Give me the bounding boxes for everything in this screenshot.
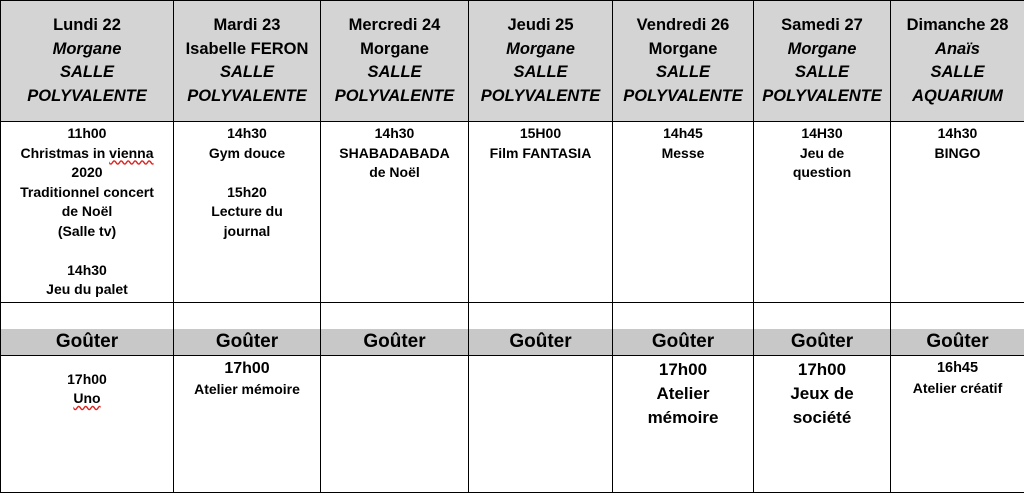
- activity-text: Atelier mémoire: [174, 380, 320, 399]
- activity-time: 17h00: [1, 370, 173, 389]
- activity-cell-monday: [1, 122, 174, 303]
- room-name: POLYVALENTE: [174, 85, 320, 109]
- gouter-label: Goûter: [891, 329, 1024, 356]
- room-label: SALLE: [613, 61, 753, 85]
- animator-name: Morgane: [1, 38, 173, 62]
- activity-cell-wednesday: [321, 122, 469, 303]
- room-name: POLYVALENTE: [469, 85, 612, 109]
- activity-cell-sunday: [891, 122, 1024, 303]
- activity-cell-tuesday: [174, 122, 321, 303]
- activity-text: Christmas in: [20, 145, 109, 161]
- activity-text: de Noël: [1, 202, 173, 222]
- header-row: [1, 1, 1024, 122]
- activity-text: Uno: [73, 390, 100, 406]
- animator-name: Morgane: [613, 38, 753, 62]
- activity-time: 14h30: [891, 124, 1024, 144]
- activity-cell-tuesday: [174, 356, 321, 493]
- activity-cell-monday: [1, 356, 174, 493]
- activity-time: 14h30: [174, 124, 320, 144]
- header-tuesday: [174, 1, 321, 122]
- activity-time: 17h00: [174, 358, 320, 380]
- animator-name: Anaïs: [891, 38, 1024, 62]
- room-name: POLYVALENTE: [1, 85, 173, 109]
- activity-cell-thursday: [469, 356, 613, 493]
- activity-text: question: [754, 163, 890, 183]
- day-label: Jeudi 25: [469, 14, 612, 38]
- room-name: POLYVALENTE: [321, 85, 468, 109]
- activity-text: Traditionnel concert: [1, 183, 173, 203]
- activity-time: 14H30: [754, 124, 890, 144]
- gouter-row: [1, 329, 1024, 356]
- activity-time: 14h30: [321, 124, 468, 144]
- animator-name: Morgane: [469, 38, 612, 62]
- header-monday: [1, 1, 174, 122]
- day-label: Vendredi 26: [613, 14, 753, 38]
- activity-text: Atelier créatif: [891, 379, 1024, 398]
- activity-title: [1, 144, 173, 164]
- activity-text: mémoire: [613, 406, 753, 430]
- activity-time: 15h20: [174, 183, 320, 203]
- activity-location: (Salle tv): [1, 222, 173, 242]
- day-label: Mercredi 24: [321, 14, 468, 38]
- activity-text: Messe: [613, 144, 753, 164]
- activity-text: Atelier: [613, 382, 753, 406]
- activity-text: journal: [174, 222, 320, 242]
- activity-time: 17h00: [613, 358, 753, 382]
- header-wednesday: [321, 1, 469, 122]
- activity-text: Jeu du palet: [1, 280, 173, 300]
- activity-cell-saturday: [754, 356, 891, 493]
- activity-cell-sunday: [891, 356, 1024, 493]
- room-name: POLYVALENTE: [754, 85, 890, 109]
- activity-time: 17h00: [754, 358, 890, 382]
- room-label: SALLE: [469, 61, 612, 85]
- header-sunday: [891, 1, 1024, 122]
- spacer-row: [1, 303, 1024, 330]
- spellcheck-word: vienna: [109, 145, 153, 161]
- activity-cell-saturday: [754, 122, 891, 303]
- early-afternoon-row: [1, 122, 1024, 303]
- day-label: Dimanche 28: [891, 14, 1024, 38]
- header-thursday: [469, 1, 613, 122]
- activity-text: 2020: [1, 163, 173, 183]
- room-label: SALLE: [321, 61, 468, 85]
- activity-text: société: [754, 406, 890, 430]
- day-label: Lundi 22: [1, 14, 173, 38]
- activity-text: Gym douce: [174, 144, 320, 164]
- header-friday: [613, 1, 754, 122]
- activity-text: BINGO: [891, 144, 1024, 164]
- room-name: POLYVALENTE: [613, 85, 753, 109]
- activity-text: Film FANTASIA: [469, 144, 612, 164]
- late-afternoon-row: [1, 356, 1024, 493]
- activity-time: 11h00: [1, 124, 173, 144]
- gouter-label: Goûter: [174, 329, 321, 356]
- animator-name: Morgane: [754, 38, 890, 62]
- activity-cell-friday: [613, 356, 754, 493]
- day-label: Mardi 23: [174, 14, 320, 38]
- activity-cell-friday: [613, 122, 754, 303]
- activity-time: 14h30: [1, 261, 173, 281]
- activity-time: 16h45: [891, 358, 1024, 379]
- gouter-label: Goûter: [321, 329, 469, 356]
- room-label: SALLE: [1, 61, 173, 85]
- activity-text: Jeu de: [754, 144, 890, 164]
- room-label: SALLE: [754, 61, 890, 85]
- activity-time: 14h45: [613, 124, 753, 144]
- activity-text: de Noël: [321, 163, 468, 183]
- animator-name: Morgane: [321, 38, 468, 62]
- activity-cell-wednesday: [321, 356, 469, 493]
- activity-text: SHABADABADA: [321, 144, 468, 164]
- gouter-label: Goûter: [613, 329, 754, 356]
- activity-text: Jeux de: [754, 382, 890, 406]
- activity-text: Lecture du: [174, 202, 320, 222]
- room-label: SALLE: [174, 61, 320, 85]
- gouter-label: Goûter: [1, 329, 174, 356]
- activity-cell-thursday: [469, 122, 613, 303]
- gouter-label: Goûter: [754, 329, 891, 356]
- room-name: AQUARIUM: [891, 85, 1024, 109]
- room-label: SALLE: [891, 61, 1024, 85]
- day-label: Samedi 27: [754, 14, 890, 38]
- header-saturday: [754, 1, 891, 122]
- gouter-label: Goûter: [469, 329, 613, 356]
- animator-name: Isabelle FERON: [174, 38, 320, 62]
- activity-time: 15H00: [469, 124, 612, 144]
